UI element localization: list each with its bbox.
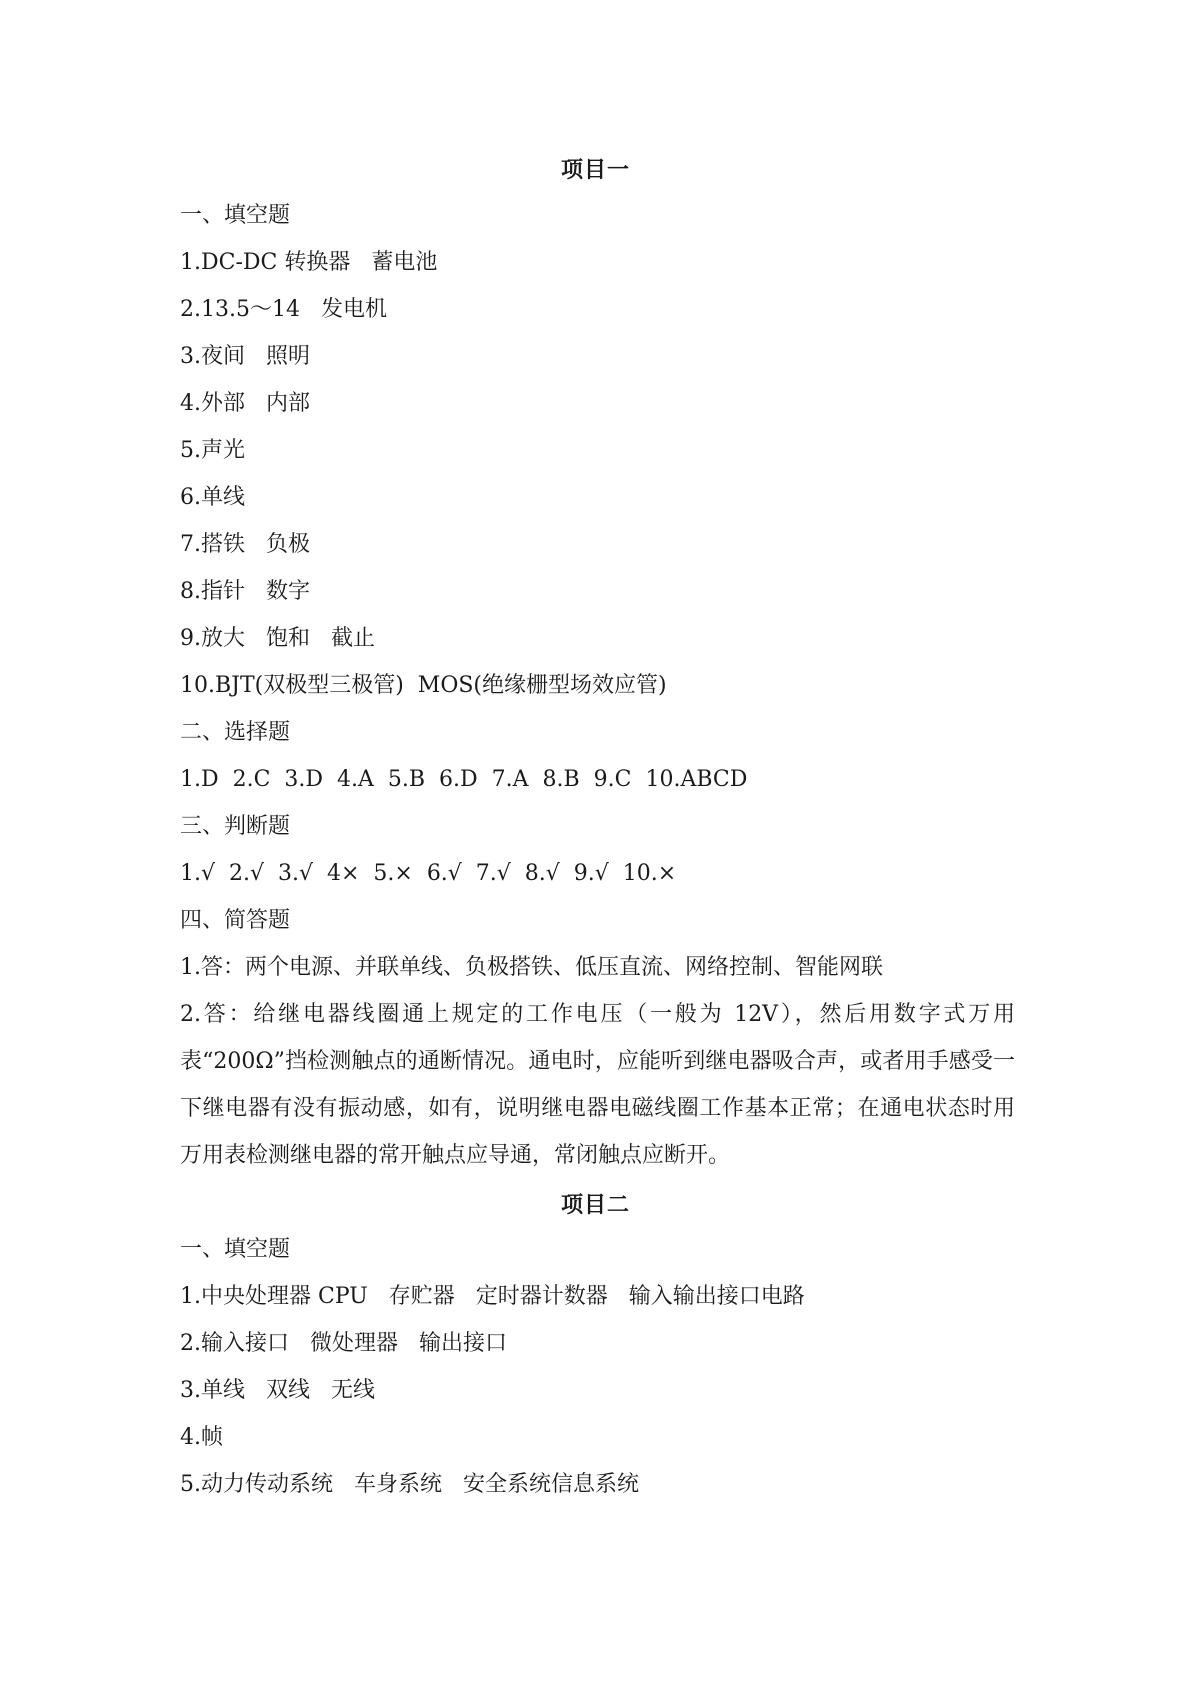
project1-fill-item-6: 6.单线 xyxy=(180,485,245,510)
project1-fill-item-1: 1.DC-DC 转换器 蓄电池 xyxy=(180,250,438,275)
project1-fill-item-8: 8.指针 数字 xyxy=(180,579,310,604)
project1-judge-answers: 1.√ 2.√ 3.√ 4× 5.× 6.√ 7.√ 8.√ 9.√ 10.× xyxy=(180,861,677,886)
project2-title: 项目二 xyxy=(560,1192,630,1218)
project2-fill-item-5: 5.动力传动系统 车身系统 安全系统信息系统 xyxy=(180,1472,639,1497)
project2-fill-item-4: 4.帧 xyxy=(180,1425,223,1450)
project1-choice-heading: 二、选择题 xyxy=(180,720,291,745)
project1-short-heading: 四、简答题 xyxy=(180,908,291,933)
project1-fill-item-10: 10.BJT(双极型三极管) MOS(绝缘栅型场效应管) xyxy=(180,673,667,698)
project2-fill-item-2: 2.输入接口 微处理器 输出接口 xyxy=(180,1331,507,1356)
project1-fill-heading: 一、填空题 xyxy=(180,203,291,228)
project1-short-answer-1: 1.答：两个电源、并联单线、负极搭铁、低压直流、网络控制、智能网联 xyxy=(180,955,883,980)
project1-fill-item-2: 2.13.5～14 发电机 xyxy=(180,297,387,322)
project1-fill-item-3: 3.夜间 照明 xyxy=(180,344,310,369)
project1-short-answer-2: 2.答：给继电器线圈通上规定的工作电压（一般为 12V），然后用数字式万用表“200Ω”挡检测触点的通断情况。通电时，应能听到继电器吸合声，或者用手感受一下继电器有没有振动感，如有，说明继电器电磁线圈工作基本正常；在通电状态时用万用表检测继电器的常开触点应导通，常闭触点应断开。 xyxy=(180,1002,1015,1168)
project1-fill-item-5: 5.声光 xyxy=(180,438,245,463)
project2-fill-heading: 一、填空题 xyxy=(180,1237,291,1262)
project1-choice-answers: 1.D 2.C 3.D 4.A 5.B 6.D 7.A 8.B 9.C 10.ABCD xyxy=(180,767,748,792)
project1-fill-item-4: 4.外部 内部 xyxy=(180,391,310,416)
project1-title: 项目一 xyxy=(560,157,630,183)
project1-fill-item-9: 9.放大 饱和 截止 xyxy=(180,626,375,651)
project1-fill-item-7: 7.搭铁 负极 xyxy=(180,532,310,557)
project2-fill-item-3: 3.单线 双线 无线 xyxy=(180,1378,375,1403)
project2-fill-item-1: 1.中央处理器 CPU 存贮器 定时器计数器 输入输出接口电路 xyxy=(180,1284,805,1309)
project1-judge-heading: 三、判断题 xyxy=(180,814,291,839)
